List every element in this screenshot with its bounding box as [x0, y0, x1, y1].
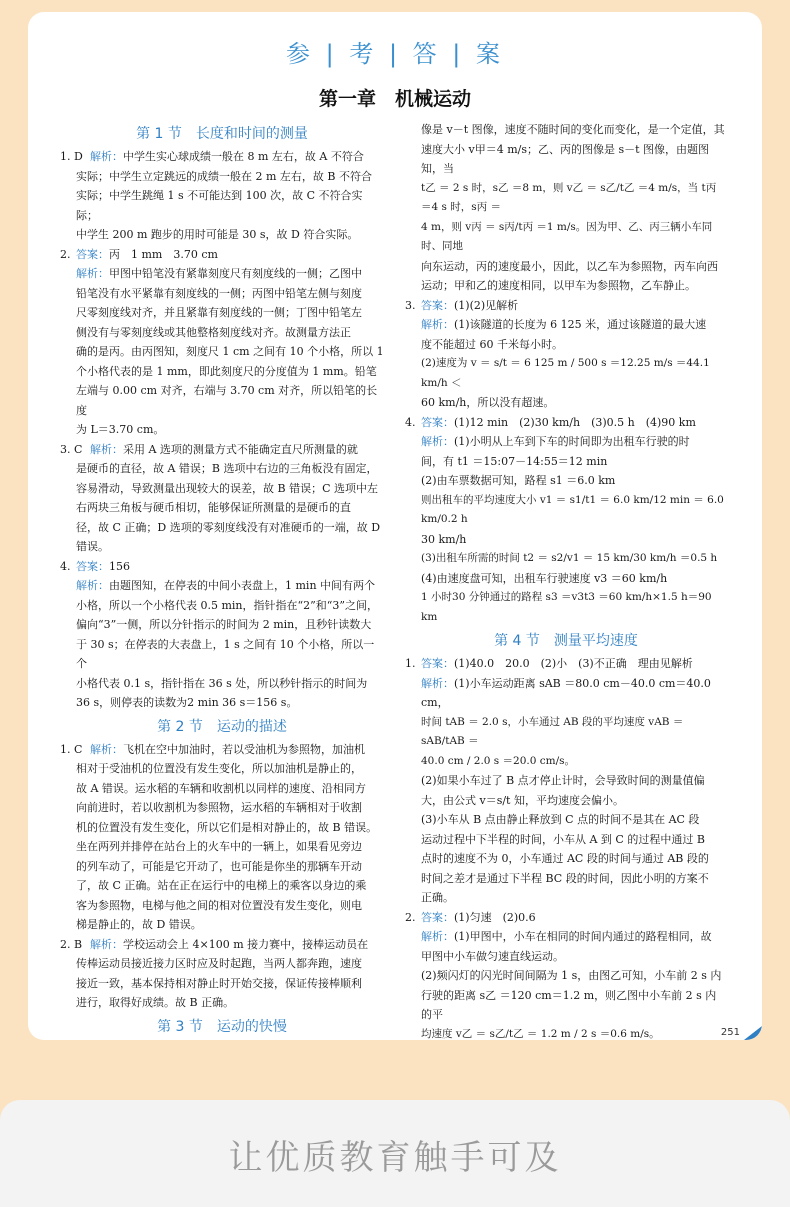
- answer-value: (1)(2)见解析: [454, 298, 519, 312]
- answer-text: (1)该隧道的长度为 6 125 米，通过该隧道的最大速: [454, 318, 707, 331]
- page-number: 251: [720, 1027, 740, 1038]
- answer-text: 1 小时30 分钟通过的路程 s3 ＝v3t3 ＝60 km/h×1.5 h＝90 km: [421, 591, 712, 623]
- answer-text: 故 A 错误。运水稻的车辆和收割机以同样的速度、沿相同方: [76, 781, 366, 795]
- section-title: 第 3 节 运动的快慢: [157, 1018, 287, 1035]
- answer-text: (1)小车运动距离 sAB ＝80.0 cm－40.0 cm＝40.0 cm，: [421, 676, 711, 709]
- answer-text: 正确。: [421, 891, 454, 904]
- answer-text: 尺零刻度线对齐，并且紧靠有刻度线的一侧；丁图中铅笔左: [76, 306, 362, 319]
- answer-text: 梯是静止的，故 D 错误。: [76, 918, 202, 931]
- answer-label: 答案：: [421, 415, 454, 429]
- answer-text: 客为参照物，电梯与他之间的相对位置没有发生变化，则电: [76, 898, 362, 912]
- answer-label: 答案：: [421, 910, 454, 924]
- answer-text: 错误。: [76, 540, 109, 553]
- answer-text: 坐在两列并排停在站台上的火车中的一辆上，如果看见旁边: [76, 840, 362, 853]
- answer-item: [60, 740, 384, 935]
- analysis-label: 解析：: [76, 267, 109, 280]
- question-number: 1. D: [60, 150, 83, 163]
- answer-text: 飞机在空中加油时，若以受油机为参照物，加油机: [123, 742, 365, 756]
- answer-label: 答案：: [421, 657, 454, 670]
- answer-text: 60 km/h，所以没有超速。: [421, 396, 555, 409]
- analysis-label: 解析：: [421, 930, 454, 943]
- answer-text: 确的是丙。由丙图知，刻度尺 1 cm 之间有 10 个小格，所以 1: [76, 345, 384, 358]
- question-number: 2.: [405, 910, 416, 924]
- answer-formula: 40.0 cm / 2.0 s ＝20.0 cm/s。: [421, 754, 576, 767]
- answer-label: 答案：: [421, 298, 454, 312]
- answer-text: 大，由公式 v＝s/t 知，平均速度会偏小。: [421, 793, 624, 807]
- answer-text: (1)甲图中，小车在相同的时间内通过的路程相同，故: [454, 930, 712, 943]
- answer-text: 中学生实心球成绩一般在 8 m 左右，故 A 不符合: [123, 150, 364, 163]
- answer-text: 运动；甲和乙的速度相同，以甲车为参照物，乙车静止。: [421, 279, 696, 292]
- answer-text: 行驶的距离 s乙 ＝120 cm＝1.2 m，则乙图中小车前 2 s 内的平: [421, 988, 717, 1021]
- analysis-label: 解析：: [421, 435, 454, 448]
- answer-text: 30 km/h: [421, 532, 467, 546]
- answer-text: 小格，所以一个小格代表 0.5 min，指针指在“2”和“3”之间，: [76, 598, 379, 612]
- answer-text: 侧没有与零刻度线或其他整格刻度线对齐。故测量方法正: [76, 325, 351, 339]
- section-title: 第 1 节 长度和时间的测量: [136, 126, 308, 142]
- answer-text: 进行，取得好成绩。故 B 正确。: [76, 996, 235, 1009]
- answer-formula: 均速度 v乙 ＝ s乙/t乙 ＝ 1.2 m / 2 s ＝0.6 m/s。: [421, 1027, 660, 1040]
- footer-slogan: 让优质教育触手可及: [228, 1138, 562, 1178]
- answer-formula: (2)速度为 v ＝ s/t ＝ 6 125 m / 500 s ＝12.25 m/s ＝44.1 km/h ＜: [421, 357, 710, 389]
- analysis-label: 解析：: [90, 742, 123, 756]
- answer-text: (1)小明从上车到下车的时间即为出租车行驶的时: [454, 435, 690, 448]
- footer-banner: [0, 1100, 790, 1207]
- question-number: 1. C: [60, 742, 83, 756]
- question-number: 1.: [405, 657, 416, 670]
- answer-text: 小格代表 0.1 s，指针指在 36 s 处，所以秒针指示的时间为: [76, 676, 368, 690]
- answer-text: 偏向“3”一侧，所以分针指示的时间为 2 min，且秒针读数大: [76, 618, 372, 631]
- answer-text: 间，有 t1 ＝15:07－14:55＝12 min: [421, 454, 608, 468]
- answer-item: [60, 1040, 384, 1041]
- answer-text: 向前进时，若以收割机为参照物，运水稻的车辆相对于收割: [76, 801, 362, 814]
- page-header: [28, 34, 762, 69]
- answer-value: 丙 1 mm 3.70 cm: [109, 247, 218, 261]
- question-number: 2. B: [60, 937, 83, 951]
- answer-text: 传棒运动员接近接力区时应及时起跑，当两人都奔跑，速度: [76, 957, 362, 970]
- answer-text: 接近一致，基本保持相对静止时开始交接，保证传接棒顺利: [76, 976, 362, 990]
- answer-text: 径，故 C 正确；D 选项的零刻度线没有对准硬币的一端，故 D: [76, 520, 381, 534]
- answer-label: 答案：: [76, 247, 109, 261]
- answer-text: 采用 A 选项的测量方式不能确定直尺所测量的就: [123, 442, 358, 456]
- answer-text: (2)频闪灯的闪光时间间隔为 1 s，由图乙可知，小车前 2 s 内: [421, 969, 722, 982]
- answer-value: (1)12 min (2)30 km/h (3)0.5 h (4)90 km: [454, 415, 696, 429]
- answer-text: 点时的速度不为 0，小车通过 AC 段的时间与通过 AB 段的: [421, 852, 709, 865]
- answer-value: (1)匀速 (2)0.6: [454, 910, 536, 924]
- answer-text: 学校运动会上 4×100 m 接力赛中，接棒运动员在: [123, 937, 369, 951]
- answer-text: 右两块三角板与硬币相切，能够保证所测量的是硬币的直: [76, 501, 351, 514]
- continued-answer: [405, 120, 727, 296]
- answer-text: 实际；中学生立定跳远的成绩一般在 2 m 左右，故 B 不符合: [76, 169, 372, 183]
- answer-text: 机的位置没有发生变化，所以它们是相对静止的，故 B 错误。: [76, 820, 378, 834]
- answer-text: 中学生 200 m 跑步的用时可能是 30 s，故 D 符合实际。: [76, 228, 359, 241]
- question-number: 2.: [60, 247, 71, 261]
- answer-item: [60, 147, 384, 245]
- answer-text: 运动过程中下半程的时间，小车从 A 到 C 的过程中通过 B: [421, 832, 705, 846]
- answer-text: 了，故 C 正确。站在正在运行中的电梯上的乘客以身边的乘: [76, 879, 367, 892]
- answer-formula: 4 m，则 v丙 ＝ s丙/t丙 ＝1 m/s。因为甲、乙、丙三辆小车同时、同地: [421, 220, 713, 252]
- answer-text: 像是 v－t 图像，速度不随时间的变化而变化，是一个定值，其: [421, 123, 725, 136]
- answer-text: (2)由车票数据可知，路程 s1 ＝6.0 km: [421, 474, 616, 487]
- answer-text: 铅笔没有水平紧靠有刻度线的一侧；丙图中铅笔左侧与刻度: [76, 286, 362, 300]
- answer-text: 的列车动了，可能是它开动了，也可能是你坐的那辆车开动: [76, 859, 362, 873]
- answer-text: 36 s，则停表的读数为2 min 36 s＝156 s。: [76, 696, 298, 709]
- answer-formula: t乙 ＝ 2 s 时，s乙 ＝8 m，则 v乙 ＝ s乙/t乙 ＝4 m/s，当 t丙 ＝4 s 时，s丙 ＝: [421, 181, 717, 213]
- answer-text: 容易滑动，导致测量出现较大的误差，故 B 错误；C 选项中左: [76, 481, 378, 495]
- page-corner-tab: [744, 1026, 762, 1040]
- analysis-label: 解析：: [76, 579, 109, 592]
- answer-text: 度不能超过 60 千米每小时。: [421, 337, 563, 351]
- question-number: 3. C: [60, 442, 83, 456]
- question-number: 3.: [405, 298, 416, 312]
- analysis-label: 解析：: [421, 318, 454, 331]
- answer-text: 相对于受油机的位置没有发生变化，所以加油机是静止的，: [76, 762, 362, 775]
- answer-text: 是硬币的直径，故 A 错误；B 选项中右边的三角板没有固定，: [76, 462, 378, 475]
- answer-label: 答案：: [76, 559, 109, 573]
- answer-text: (3)小车从 B 点由静止释放到 C 点的时间不是其在 AC 段: [421, 813, 700, 826]
- answer-item: [60, 935, 384, 1013]
- section-title: 第 2 节 运动的描述: [157, 718, 287, 735]
- answer-formula: (3)出租车所需的时间 t2 ＝ s2/v1 ＝ 15 km/30 km/h ＝0.5 h: [421, 552, 718, 564]
- answer-text: 甲图中小车做匀速直线运动。: [421, 949, 564, 963]
- question-number: [60, 1040, 82, 1041]
- answer-value: 156: [109, 559, 130, 573]
- answer-text: 于 30 s；在停表的大表盘上，1 s 之间有 10 个小格，所以一个: [76, 637, 375, 670]
- answer-item: [405, 908, 727, 1041]
- analysis-label: 解析：: [90, 442, 123, 456]
- answer-formula: 则出租车的平均速度大小 v1 ＝ s1/t1 ＝ 6.0 km/12 min ＝ 6.0 km/0.2 h: [421, 493, 724, 525]
- question-number: 4.: [60, 559, 71, 573]
- answer-text: 由题图知，在停表的中间小表盘上，1 min 中间有两个: [109, 579, 376, 592]
- answer-item: [60, 245, 384, 440]
- answer-text: 甲图中铅笔没有紧靠刻度尺有刻度线的一侧；乙图中: [109, 267, 362, 280]
- section-title: 第 4 节 测量平均速度: [494, 633, 638, 649]
- chapter-title: 第一章 机械运动: [318, 88, 471, 110]
- answer-page: [28, 12, 762, 1040]
- analysis-label: 解析：: [421, 676, 454, 690]
- question-number: 4.: [405, 415, 416, 429]
- answer-value: (1)40.0 20.0 (2)小 (3)不正确 理由见解析: [454, 657, 693, 670]
- answer-item: [60, 557, 384, 713]
- answer-text: (4)由速度盘可知，出租车行驶速度 v3 ＝60 km/h: [421, 571, 668, 585]
- answer-text: 个小格代表的是 1 mm，即此刻度尺的分度值为 1 mm。铅笔: [76, 364, 377, 378]
- answer-text: 左端与 0.00 cm 对齐，右端与 3.70 cm 对齐，所以铅笔的长度: [76, 384, 378, 417]
- answer-text: 速度大小 v甲＝4 m/s；乙、丙的图像是 s－t 图像，由题图知，当: [421, 142, 710, 175]
- answer-text: 为 L＝3.70 cm。: [76, 423, 165, 436]
- analysis-label: 解析：: [90, 150, 123, 163]
- left-column: [60, 120, 384, 1040]
- answer-item: [405, 413, 727, 628]
- answer-text: (2)如果小车过了 B 点才停止计时，会导致时间的测量值偏: [421, 774, 705, 787]
- analysis-label: 解析：: [90, 937, 123, 951]
- answer-item: [405, 296, 727, 413]
- answer-item: [60, 440, 384, 557]
- answer-text: 时间之差才是通过下半程 BC 段的时间，因此小明的方案不: [421, 871, 709, 885]
- page-title: 参 | 考 | 答 | 案: [285, 40, 505, 68]
- answer-text: 向东运动，丙的速度最小，因此，以乙车为参照物，丙车向西: [421, 259, 718, 273]
- answer-text: 实际；中学生跳绳 1 s 不可能达到 100 次，故 C 不符合实际；: [76, 189, 363, 222]
- answer-formula: 时间 tAB ＝ 2.0 s，小车通过 AB 段的平均速度 vAB ＝ sAB/tAB ＝: [421, 715, 684, 747]
- answer-item: [405, 654, 727, 908]
- right-column: [405, 120, 727, 1040]
